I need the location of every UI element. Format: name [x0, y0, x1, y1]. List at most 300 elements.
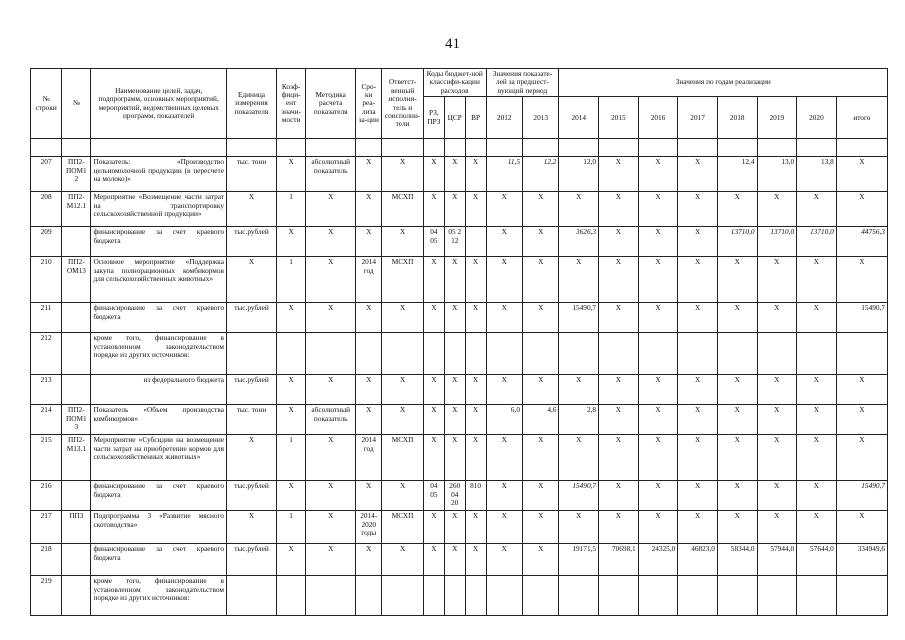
row-vr: X	[465, 405, 486, 435]
header-responsible: Ответст-венный исполни-тель и соисполни-тели	[382, 69, 424, 139]
row-2014: X	[559, 435, 599, 481]
row-rz: X	[423, 257, 444, 303]
row-2018: X	[717, 481, 757, 511]
row-2015: X	[599, 435, 639, 481]
row-2014: 2,8	[559, 405, 599, 435]
table-row	[31, 257, 888, 303]
row-2015: X	[599, 157, 639, 192]
row-2015: X	[599, 405, 639, 435]
table-row	[31, 333, 888, 375]
row-coef: X	[277, 227, 306, 257]
row-2012	[486, 333, 522, 375]
row-unit	[226, 576, 276, 616]
row-responsible: МСХП	[382, 192, 424, 227]
row-number: 218	[31, 544, 62, 576]
row-2016: X	[638, 375, 678, 405]
row-number: 211	[31, 303, 62, 333]
row-total: X	[836, 257, 887, 303]
row-method: X	[306, 481, 356, 511]
row-2018: X	[717, 192, 757, 227]
page-number: 41	[445, 36, 460, 52]
row-coef: X	[277, 303, 306, 333]
row-vr: X	[465, 157, 486, 192]
row-2019: X	[757, 303, 797, 333]
row-2019: X	[757, 511, 797, 544]
row-2014	[559, 333, 599, 375]
header-2015: 2015	[599, 97, 639, 139]
header-2016: 2016	[638, 97, 678, 139]
row-2020: X	[797, 405, 837, 435]
row-number: 215	[31, 435, 62, 481]
row-2018: 58344,0	[717, 544, 757, 576]
row-term: X	[356, 157, 382, 192]
row-rz: X	[423, 405, 444, 435]
row-rz	[423, 576, 444, 616]
row-2016	[638, 576, 678, 616]
row-2015	[599, 576, 639, 616]
row-term: 2014-2020 годы	[356, 511, 382, 544]
header-2013: 2013	[522, 97, 558, 139]
row-2020	[797, 576, 837, 616]
row-2020: X	[797, 435, 837, 481]
row-unit: X	[226, 511, 276, 544]
row-total: X	[836, 511, 887, 544]
row-2018: X	[717, 257, 757, 303]
row-number: 207	[31, 157, 62, 192]
row-coef: 1	[277, 511, 306, 544]
row-rz: 04 05	[423, 227, 444, 257]
row-vr	[465, 227, 486, 257]
row-2012: 6,0	[486, 405, 522, 435]
row-coef	[277, 576, 306, 616]
row-vr	[465, 576, 486, 616]
row-unit: X	[226, 192, 276, 227]
row-vr: X	[465, 192, 486, 227]
row-responsible: МСХП	[382, 511, 424, 544]
row-2015	[599, 333, 639, 375]
table-row	[31, 544, 888, 576]
row-2014	[559, 576, 599, 616]
header-2017: 2017	[678, 97, 718, 139]
row-2020: 57644,0	[797, 544, 837, 576]
row-number: 216	[31, 481, 62, 511]
row-number: 217	[31, 511, 62, 544]
row-code: ПП3	[62, 511, 91, 544]
row-responsible	[382, 333, 424, 375]
row-name: кроме того, финансирование в установленном законодательством порядке из других источников:	[91, 333, 227, 375]
row-2017: X	[678, 303, 718, 333]
row-method: X	[306, 435, 356, 481]
row-2017: X	[678, 157, 718, 192]
row-csr: X	[444, 544, 465, 576]
row-2018	[717, 576, 757, 616]
header-years-values: Значения по годам реализации	[559, 69, 888, 97]
row-name: финансирование за счет краевого бюджета	[91, 303, 227, 333]
row-2016: X	[638, 157, 678, 192]
row-2016: X	[638, 481, 678, 511]
header-csr: ЦСР	[444, 97, 465, 139]
row-unit: X	[226, 257, 276, 303]
row-2017: X	[678, 227, 718, 257]
row-2016: X	[638, 511, 678, 544]
row-2018: X	[717, 303, 757, 333]
row-2012: X	[486, 375, 522, 405]
row-csr: X	[444, 157, 465, 192]
row-2015: X	[599, 511, 639, 544]
header-name: Наименование целей, задач, подпрограмм, основных мероприятий, мероприятий, ведомственных целевых программ, показателей	[91, 69, 227, 139]
row-coef: 1	[277, 257, 306, 303]
row-2013: X	[522, 544, 558, 576]
row-unit: тыс. тонн	[226, 405, 276, 435]
table-row	[31, 227, 888, 257]
row-code	[62, 227, 91, 257]
row-code	[62, 481, 91, 511]
row-2020: X	[797, 511, 837, 544]
row-2017: X	[678, 405, 718, 435]
header-vr: ВР	[465, 97, 486, 139]
row-2020: X	[797, 192, 837, 227]
row-2014: 19171,5	[559, 544, 599, 576]
row-term: X	[356, 405, 382, 435]
row-2012: X	[486, 435, 522, 481]
row-2013: X	[522, 303, 558, 333]
table-row	[31, 405, 888, 435]
row-2013: X	[522, 192, 558, 227]
row-csr	[444, 576, 465, 616]
row-responsible: X	[382, 157, 424, 192]
header-spacer-row	[31, 139, 888, 157]
row-2012: 11,5	[486, 157, 522, 192]
row-2013: X	[522, 257, 558, 303]
row-name: финансирование за счет краевого бюджета	[91, 544, 227, 576]
row-2020: 13,8	[797, 157, 837, 192]
header-total: итого	[836, 97, 887, 139]
header-coef: Коэф-фици-ент значи-мости	[277, 69, 306, 139]
header-row-no: № строки	[31, 69, 62, 139]
row-2019: X	[757, 481, 797, 511]
row-vr: 810	[465, 481, 486, 511]
row-rz: X	[423, 435, 444, 481]
row-2018: X	[717, 511, 757, 544]
row-term	[356, 576, 382, 616]
header-prev-values: Значения показате-лей за предшест-вующий период	[486, 69, 559, 97]
row-term: 2014 год	[356, 257, 382, 303]
row-2016: X	[638, 435, 678, 481]
row-total: X	[836, 405, 887, 435]
program-table	[30, 68, 888, 616]
row-2017: X	[678, 257, 718, 303]
row-code	[62, 375, 91, 405]
table-row	[31, 576, 888, 616]
row-code: ПП2-ПОМ1 2	[62, 157, 91, 192]
row-total: X	[836, 435, 887, 481]
row-method: абсолютный показатель	[306, 405, 356, 435]
row-vr: X	[465, 375, 486, 405]
row-2012: X	[486, 481, 522, 511]
row-2016: X	[638, 303, 678, 333]
table-row	[31, 375, 888, 405]
row-rz: X	[423, 544, 444, 576]
row-coef	[277, 333, 306, 375]
row-rz: X	[423, 192, 444, 227]
row-code	[62, 303, 91, 333]
row-2016: X	[638, 227, 678, 257]
row-term: 2014 год	[356, 435, 382, 481]
row-2016: X	[638, 405, 678, 435]
row-unit: тыс.рублей	[226, 544, 276, 576]
row-number: 213	[31, 375, 62, 405]
row-total	[836, 576, 887, 616]
row-2015: X	[599, 481, 639, 511]
row-vr: X	[465, 544, 486, 576]
row-responsible	[382, 576, 424, 616]
row-responsible: МСХП	[382, 435, 424, 481]
row-term: X	[356, 192, 382, 227]
row-2018: X	[717, 435, 757, 481]
header-term: Сро-ки реа-лиза за-ции	[356, 69, 382, 139]
table-row	[31, 192, 888, 227]
row-2015: X	[599, 192, 639, 227]
row-coef: X	[277, 157, 306, 192]
row-2012	[486, 576, 522, 616]
row-vr: X	[465, 257, 486, 303]
row-2019: X	[757, 435, 797, 481]
row-name: из федерального бюджета	[91, 375, 227, 405]
row-method: X	[306, 257, 356, 303]
row-csr: X	[444, 435, 465, 481]
row-method: X	[306, 303, 356, 333]
table-row	[31, 511, 888, 544]
row-2014: 15490,7	[559, 303, 599, 333]
row-unit: тыс.рублей	[226, 303, 276, 333]
row-vr: X	[465, 435, 486, 481]
row-2013: X	[522, 375, 558, 405]
row-method: X	[306, 511, 356, 544]
row-2020: X	[797, 303, 837, 333]
row-name: финансирование за счет краевого бюджета	[91, 481, 227, 511]
row-2013	[522, 576, 558, 616]
row-rz: X	[423, 157, 444, 192]
row-total: X	[836, 192, 887, 227]
row-name: финансирование за счет краевого бюджета	[91, 227, 227, 257]
row-2017: X	[678, 435, 718, 481]
row-2012: X	[486, 544, 522, 576]
row-2020: X	[797, 257, 837, 303]
row-total: X	[836, 375, 887, 405]
row-method: X	[306, 375, 356, 405]
table-row	[31, 157, 888, 192]
row-code: ПП2-М12.1	[62, 192, 91, 227]
row-2014: X	[559, 257, 599, 303]
row-2020: 13710,0	[797, 227, 837, 257]
row-responsible: X	[382, 227, 424, 257]
table-row	[31, 481, 888, 511]
row-2015: 70698,1	[599, 544, 639, 576]
row-2018: X	[717, 375, 757, 405]
row-2013: X	[522, 435, 558, 481]
row-2016: 24325,0	[638, 544, 678, 576]
row-2017: X	[678, 511, 718, 544]
row-unit: тыс.рублей	[226, 481, 276, 511]
row-2019: 13710,0	[757, 227, 797, 257]
row-csr: 260 04 20	[444, 481, 465, 511]
header-2019: 2019	[757, 97, 797, 139]
row-total: 15490,7	[836, 481, 887, 511]
row-coef: 1	[277, 435, 306, 481]
row-unit: тыс. тонн	[226, 157, 276, 192]
row-2019: X	[757, 405, 797, 435]
row-unit: тыс.рублей	[226, 375, 276, 405]
row-2013: 12,2	[522, 157, 558, 192]
row-name: Показатель: «Производство цельномолочной продукции (в пересчете на молоко)»	[91, 157, 227, 192]
row-2014: 3626,3	[559, 227, 599, 257]
row-2015: X	[599, 257, 639, 303]
row-coef: X	[277, 405, 306, 435]
row-2017: 46823,0	[678, 544, 718, 576]
row-total: 44756,3	[836, 227, 887, 257]
row-csr: 05 2 12	[444, 227, 465, 257]
row-csr: X	[444, 257, 465, 303]
row-number: 219	[31, 576, 62, 616]
row-csr	[444, 333, 465, 375]
header-method: Методика расчета показателя	[306, 69, 356, 139]
row-unit: тыс.рублей	[226, 227, 276, 257]
row-2017: X	[678, 481, 718, 511]
row-2012: X	[486, 227, 522, 257]
table-row	[31, 435, 888, 481]
row-2016	[638, 333, 678, 375]
row-responsible: X	[382, 303, 424, 333]
row-responsible: X	[382, 481, 424, 511]
row-number: 208	[31, 192, 62, 227]
row-2014: X	[559, 511, 599, 544]
row-2019	[757, 333, 797, 375]
row-responsible: МСХП	[382, 257, 424, 303]
row-total: 334949,6	[836, 544, 887, 576]
row-name: Показатель «Объем производства комбикормов»	[91, 405, 227, 435]
row-2020: X	[797, 375, 837, 405]
header-unit: Единица измерения показателя	[226, 69, 276, 139]
header-2012: 2012	[486, 97, 522, 139]
row-method	[306, 576, 356, 616]
table-row	[31, 303, 888, 333]
row-responsible: X	[382, 544, 424, 576]
row-2013: X	[522, 227, 558, 257]
row-code	[62, 333, 91, 375]
row-2018: 13710,0	[717, 227, 757, 257]
header-no: №	[62, 69, 91, 139]
row-code	[62, 544, 91, 576]
row-unit	[226, 333, 276, 375]
row-rz: X	[423, 375, 444, 405]
row-2012: X	[486, 511, 522, 544]
row-2015: X	[599, 375, 639, 405]
row-vr: X	[465, 303, 486, 333]
row-2019: X	[757, 257, 797, 303]
row-number: 214	[31, 405, 62, 435]
row-2019: 57944,0	[757, 544, 797, 576]
row-code: ПП2-ПОМ1 3	[62, 405, 91, 435]
header-rz: РЗ, ПРЗ	[423, 97, 444, 139]
row-2012: X	[486, 192, 522, 227]
row-name: Мероприятие «Возмещение части затрат на транспортировку сельскохозяйственной продукции»	[91, 192, 227, 227]
row-name: кроме того, финансирование в установленном законодательством порядке из других источников:	[91, 576, 227, 616]
row-term	[356, 333, 382, 375]
row-method: X	[306, 544, 356, 576]
row-number: 212	[31, 333, 62, 375]
row-total	[836, 333, 887, 375]
row-coef: X	[277, 481, 306, 511]
row-2015: X	[599, 227, 639, 257]
row-vr: X	[465, 511, 486, 544]
row-rz: 04 05	[423, 481, 444, 511]
row-2019: X	[757, 375, 797, 405]
row-term: X	[356, 481, 382, 511]
row-2020: X	[797, 481, 837, 511]
row-2014: 12,0	[559, 157, 599, 192]
row-number: 209	[31, 227, 62, 257]
row-2014: 15490,7	[559, 481, 599, 511]
row-rz: X	[423, 303, 444, 333]
row-method: X	[306, 227, 356, 257]
row-total: X	[836, 157, 887, 192]
row-2012: X	[486, 257, 522, 303]
row-2017	[678, 576, 718, 616]
row-csr: X	[444, 192, 465, 227]
row-coef: X	[277, 544, 306, 576]
row-unit: X	[226, 435, 276, 481]
row-2019	[757, 576, 797, 616]
row-2017: X	[678, 375, 718, 405]
row-2016: X	[638, 257, 678, 303]
row-coef: 1	[277, 192, 306, 227]
row-code: ПП2-М13.1	[62, 435, 91, 481]
row-2013: 4,6	[522, 405, 558, 435]
row-csr: X	[444, 511, 465, 544]
row-name: Основное мероприятие «Поддержка закупа полнорационных комбикормов для сельскохозяйственных животных»	[91, 257, 227, 303]
row-2014: X	[559, 375, 599, 405]
row-term: X	[356, 303, 382, 333]
row-2012: X	[486, 303, 522, 333]
row-2017	[678, 333, 718, 375]
header-2020: 2020	[797, 97, 837, 139]
row-name: Мероприятие «Субсидии на возмещение части затрат на приобретение кормов для сельскохозяйственных животных»	[91, 435, 227, 481]
header-2018: 2018	[717, 97, 757, 139]
row-2013: X	[522, 481, 558, 511]
header-budget-codes: Коды бюджет-ной классифи-кации расходов	[423, 69, 486, 97]
row-term: X	[356, 375, 382, 405]
row-csr: X	[444, 375, 465, 405]
row-rz: X	[423, 511, 444, 544]
row-2018	[717, 333, 757, 375]
row-rz	[423, 333, 444, 375]
row-2013: X	[522, 511, 558, 544]
row-2019: 13,0	[757, 157, 797, 192]
row-method: X	[306, 192, 356, 227]
row-term: X	[356, 227, 382, 257]
row-2014: X	[559, 192, 599, 227]
row-2018: X	[717, 405, 757, 435]
row-csr: X	[444, 303, 465, 333]
row-term: X	[356, 544, 382, 576]
row-method	[306, 333, 356, 375]
row-code: ПП2-ОМ13	[62, 257, 91, 303]
row-2015: X	[599, 303, 639, 333]
header-2014: 2014	[559, 97, 599, 139]
row-total: 15490,7	[836, 303, 887, 333]
row-2020	[797, 333, 837, 375]
row-name: Подпрограмма 3 «Развитие мясного скотоводства»	[91, 511, 227, 544]
